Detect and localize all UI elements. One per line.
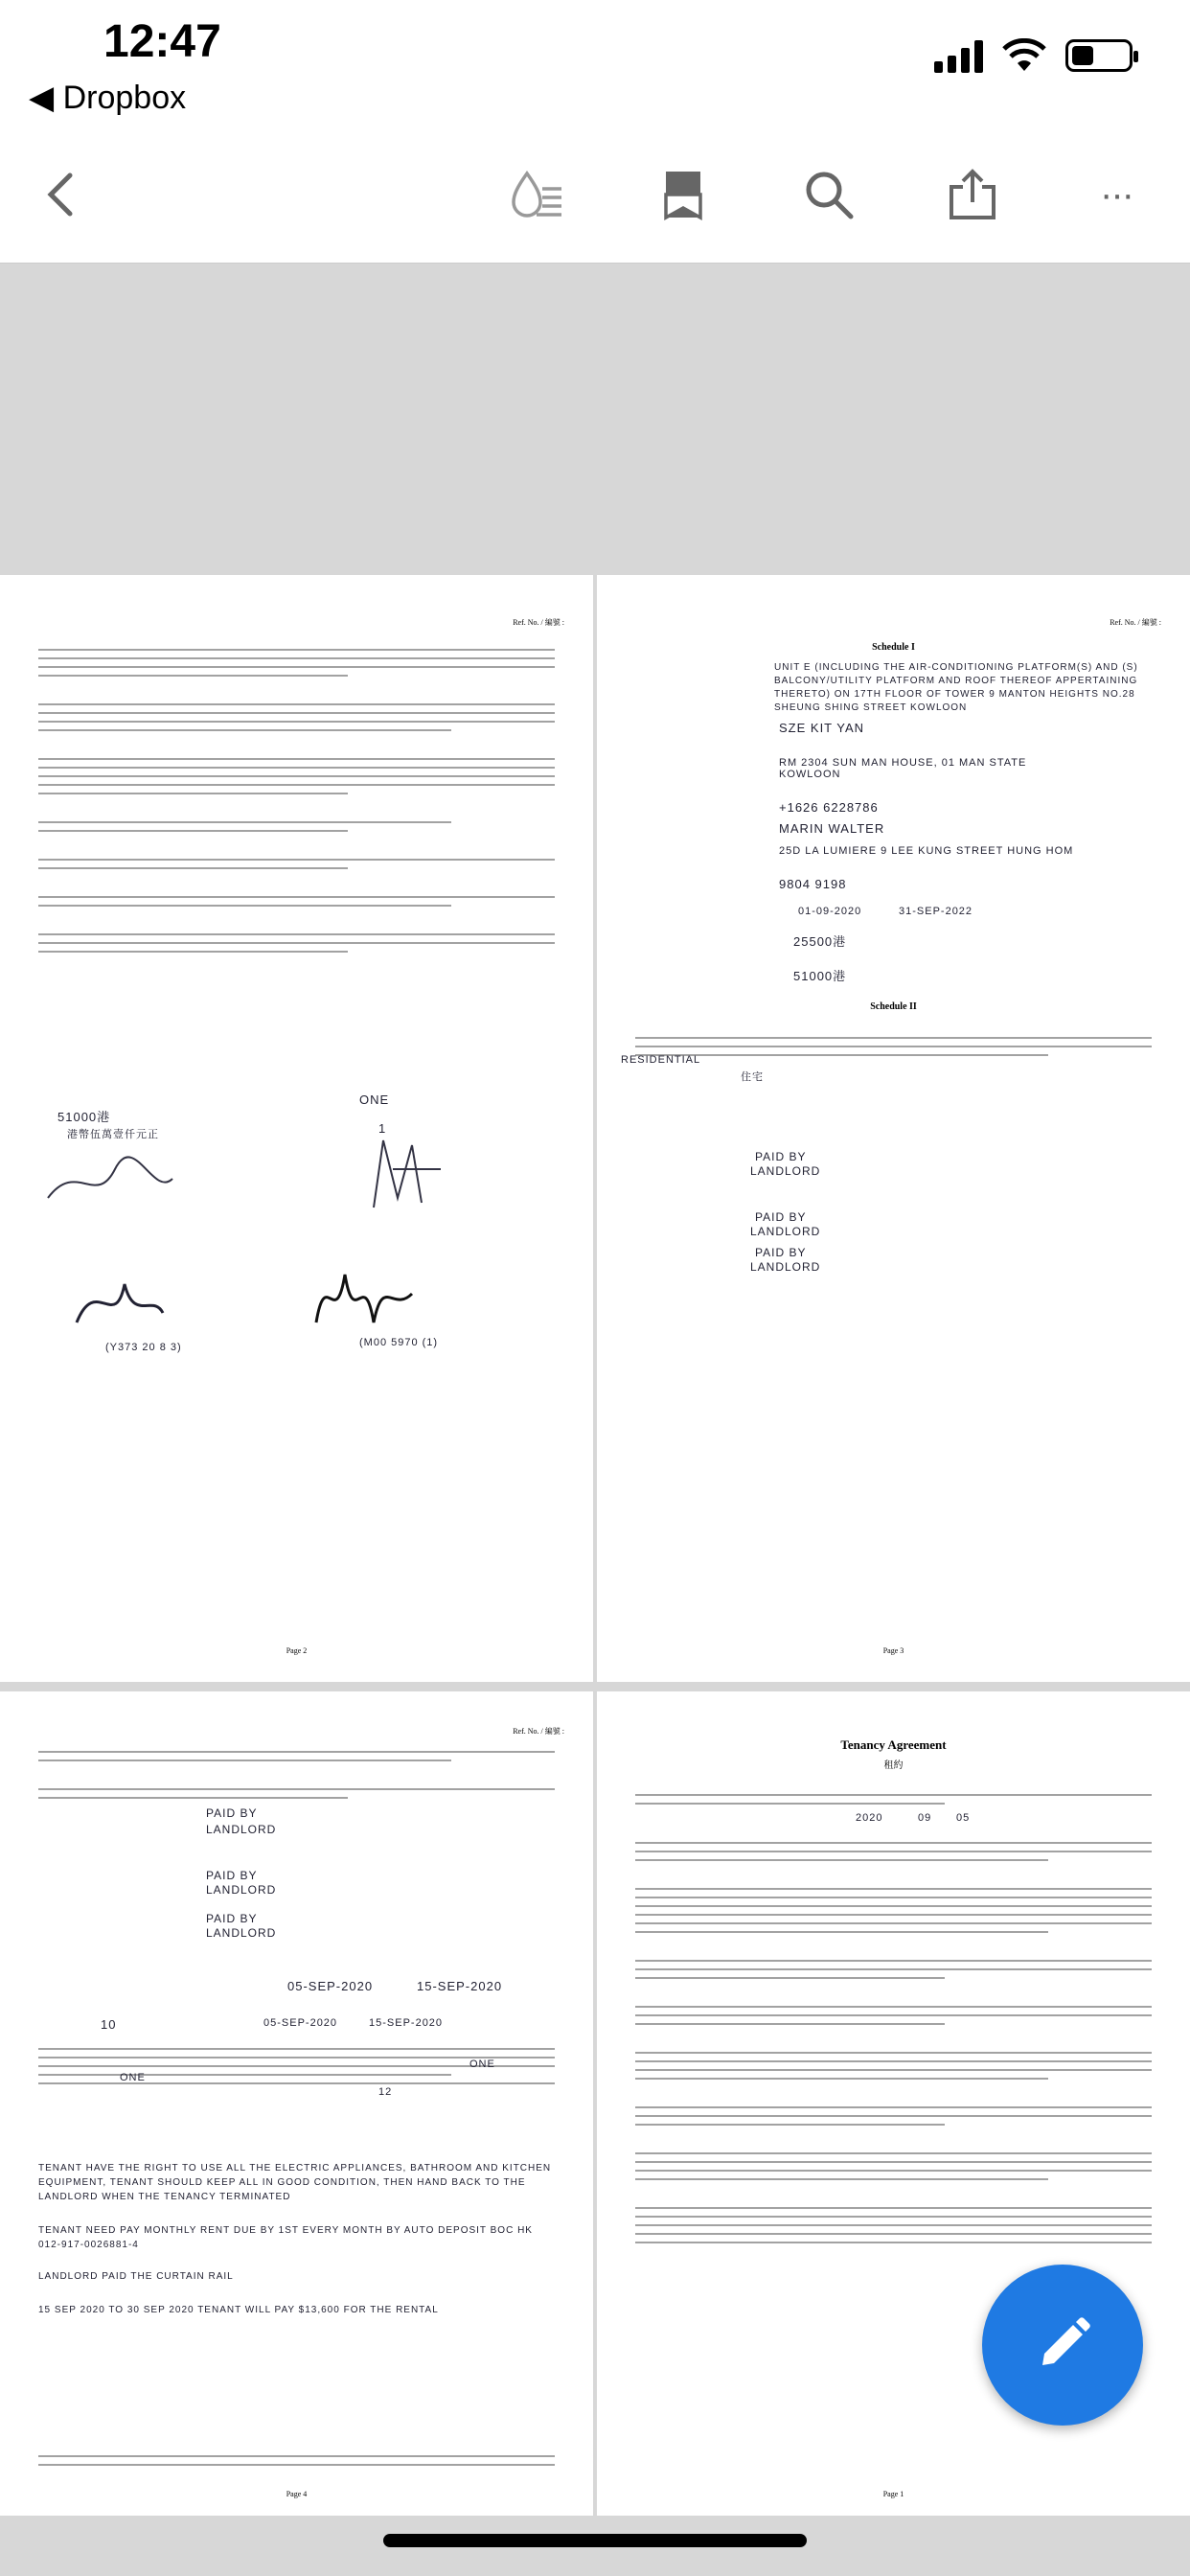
landlord-address: RM 2304 SUN MAN HOUSE, 01 MAN STATE KOWLOON	[779, 757, 1027, 780]
status-time: 12:47	[103, 16, 221, 67]
landlord-telephone: +1626 6228786	[779, 800, 879, 815]
status-bar	[0, 0, 1190, 134]
paid-by-c: PAID BY	[755, 1210, 807, 1224]
keys-count: ONE	[359, 1092, 390, 1107]
rent-free-to: 15-SEP-2020	[417, 1979, 503, 1993]
tenant-telephone: 9804 9198	[779, 877, 847, 891]
landlord-signature-2	[67, 1265, 172, 1342]
tenant-address: 25D LA LUMIERE 9 LEE KUNG STREET HUNG HOM	[779, 845, 1074, 857]
tenant-name: MARIN WALTER	[779, 821, 885, 836]
page-number: Page 2	[286, 1646, 308, 1655]
home-indicator[interactable]	[383, 2534, 807, 2547]
premises-use: RESIDENTIAL	[621, 1054, 701, 1066]
tenant-signature-2	[307, 1255, 422, 1342]
tenant-signature-1	[355, 1131, 460, 1217]
landlord-signature-1	[38, 1150, 182, 1217]
page-ref: Ref. No. / 編號 :	[1110, 618, 1161, 627]
break-notice: ONE	[120, 2072, 146, 2083]
more-icon[interactable]: ···	[1100, 172, 1133, 216]
paid-by-d-landlord: LANDLORD	[750, 1260, 821, 1274]
pencil-icon	[1029, 2312, 1096, 2379]
agreement-day: 05	[956, 1812, 971, 1824]
schedule-2-title: Schedule II	[870, 1001, 917, 1012]
page-2	[0, 575, 593, 1682]
rent-free-days: 10	[101, 2017, 117, 2032]
page-4	[0, 1691, 593, 2516]
document-viewer[interactable]	[0, 264, 1190, 2576]
page-number: Page 3	[882, 1646, 904, 1655]
monthly-rent: 25500港	[793, 934, 847, 949]
others-item-2: TENANT NEED PAY MONTHLY RENT DUE BY 1ST EVERY MONTH BY AUTO DEPOSIT BOC HK 012-917-0026881-4	[38, 2225, 533, 2250]
agreement-title: Tenancy Agreement	[840, 1737, 947, 1752]
tenant-id-number: (M00 5970 (1)	[359, 1337, 439, 1348]
deposit-amount: 51000港	[57, 1110, 111, 1124]
paid-by-a-landlord: LANDLORD	[750, 1164, 821, 1178]
back-chevron-icon[interactable]	[29, 161, 96, 228]
rent-free-from: 05-SEP-2020	[287, 1979, 374, 1993]
page-ref: Ref. No. / 編號 :	[513, 618, 564, 627]
edit-fab-button[interactable]	[982, 2265, 1143, 2426]
break-months: ONE	[469, 2058, 495, 2070]
highlight-icon[interactable]	[503, 161, 570, 228]
others-item-3: LANDLORD PAID THE CURTAIN RAIL	[38, 2271, 234, 2282]
agreement-title-cn: 租約	[883, 1760, 904, 1771]
bookmark-icon[interactable]	[650, 161, 717, 228]
page-3	[597, 575, 1190, 1682]
rent-free-to-cn: 15-SEP-2020	[369, 2017, 444, 2029]
back-triangle-icon: ◀	[29, 80, 55, 116]
deposit-amount-words: 港幣伍萬壹仟元正	[67, 1129, 159, 1140]
page-number: Page 1	[882, 2490, 904, 2498]
agreement-year: 2020	[856, 1812, 883, 1824]
term-from: 01-09-2020	[798, 906, 862, 917]
paid-by-a: PAID BY	[755, 1150, 807, 1163]
paid-by-c-landlord: LANDLORD	[750, 1225, 821, 1238]
landlord-name: SZE KIT YAN	[779, 721, 865, 735]
share-icon[interactable]	[939, 161, 1006, 228]
paid-by-a-landlord: LANDLORD	[206, 1823, 277, 1836]
search-icon[interactable]	[795, 161, 862, 228]
premises-address: UNIT E (INCLUDING THE AIR-CONDITIONING PLATFORM(S) AND (S) BALCONY/UTILITY PLATFORM AND ROOF THEREOF APPERTAINING THERETO) ON 17TH FLOOR OF TOWER 9 MANTON HEIGHTS NO.28 SHEUNG SHING STREET KOWLOON	[774, 662, 1138, 713]
back-to-app-link[interactable]	[29, 79, 186, 117]
status-icons	[934, 38, 1133, 73]
cellular-signal-icon	[934, 38, 983, 73]
others-item-4: 15 SEP 2020 TO 30 SEP 2020 TENANT WILL PAY $13,600 FOR THE RENTAL	[38, 2305, 439, 2315]
page-number: Page 4	[286, 2490, 308, 2498]
paid-by-d: PAID BY	[206, 1912, 258, 1925]
back-app-label: Dropbox	[62, 80, 187, 116]
rent-free-from-cn: 05-SEP-2020	[263, 2017, 338, 2029]
page-ref: Ref. No. / 編號 :	[513, 1727, 564, 1736]
paid-by-a: PAID BY	[206, 1806, 258, 1820]
wifi-icon	[1002, 38, 1046, 73]
paid-by-d-landlord: LANDLORD	[206, 1926, 277, 1940]
paid-by-d: PAID BY	[755, 1246, 807, 1259]
viewer-toolbar	[0, 134, 1190, 264]
paid-by-c: PAID BY	[206, 1869, 258, 1882]
schedule-1-title: Schedule I	[872, 642, 915, 653]
break-month-num: 12	[378, 2086, 393, 2098]
battery-icon	[1065, 39, 1133, 72]
premises-use-cn: 住宅	[741, 1071, 764, 1083]
paid-by-c-landlord: LANDLORD	[206, 1883, 277, 1897]
keys-count-number: 1	[378, 1121, 387, 1136]
term-to: 31-SEP-2022	[899, 906, 973, 917]
security-deposit: 51000港	[793, 969, 847, 983]
others-item-1: TENANT HAVE THE RIGHT TO USE ALL THE ELECTRIC APPLIANCES, BATHROOM AND KITCHEN EQUIPMENT, TENANT SHOULD KEEP ALL IN GOOD CONDITION, THEN HAND BACK TO THE LANDLORD WHEN THE TENANCY TERMINATED	[38, 2163, 552, 2202]
landlord-id-number: (Y373 20 8 3)	[105, 1342, 182, 1353]
agreement-month: 09	[918, 1812, 932, 1824]
